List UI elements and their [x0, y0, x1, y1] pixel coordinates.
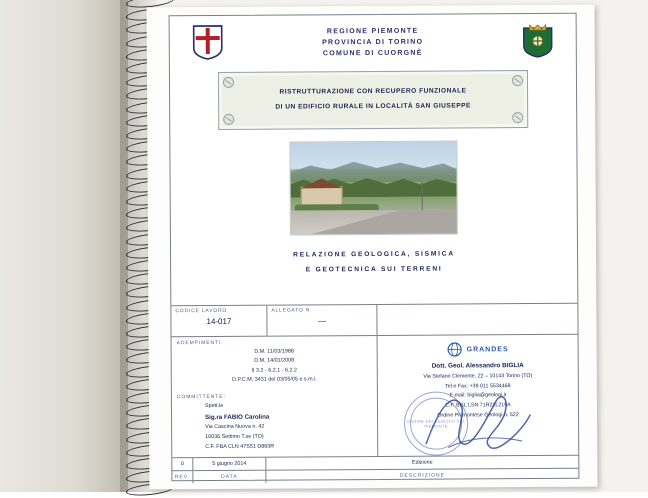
firm-logo-text: GRANDES [466, 345, 509, 353]
revision-date: 5 giugno 2014 [193, 458, 266, 470]
allegato-cell [267, 305, 377, 336]
screw-icon [512, 112, 523, 123]
committente-name: Sig.ra FABIO Carolina [205, 413, 270, 421]
header-line-3: COMUNE DI CUORGNÈ [322, 49, 423, 57]
codice-lavoro-cell [171, 306, 267, 337]
binder-gutter [0, 0, 128, 492]
committente-line: C.F. FBA CLN 47S51 D863R [205, 443, 275, 450]
report-subtitle-line-1: RELAZIONE GEOLOGICA, SISMICA [293, 250, 455, 259]
title-plate-text [240, 84, 506, 115]
cover-photograph [289, 140, 458, 235]
code-row-blank [377, 304, 577, 335]
adempimento-item: § 3.2 - 6.2.1 - 6.2.2 [251, 367, 298, 374]
revision-number: 0 [172, 458, 193, 470]
codice-lavoro-label: CODICE LAVORO [175, 307, 228, 315]
revision-header-rev: REV. [172, 471, 193, 483]
report-subtitle-line-2: E GEOTECNICA SUI TERRENI [305, 265, 443, 274]
drawing-frame [169, 13, 580, 481]
committente-label: COMMITTENTE: [176, 393, 226, 401]
globe-icon [447, 341, 463, 357]
professional-pane [378, 335, 579, 456]
geologist-cf: C.F. BGL LSN 71R21L219A [445, 402, 511, 409]
screw-icon [223, 114, 234, 125]
header-titles [170, 26, 576, 61]
professional-stamp [404, 391, 468, 455]
adempimenti-list [199, 347, 349, 386]
header-line-1: REGIONE PIEMONTE [326, 27, 419, 36]
stamp-text: ORDINE DEI GEOLOGI DEL PIEMONTE [406, 418, 466, 429]
revision-header-row [172, 469, 578, 483]
adempimento-item: D.M. 11/03/1988 [254, 348, 294, 355]
allegato-label: ALLEGATO N. [271, 307, 313, 314]
geologist-address: Via Stefano Clemente, 22 – 10143 Torino (TO) [423, 372, 533, 380]
adempimenti-label: ADEMPIMENTI: [176, 339, 224, 347]
mountain-backdrop [290, 155, 456, 182]
firm-logo [378, 341, 578, 358]
header-line-2: PROVINCIA DI TORINO [322, 38, 424, 47]
road [291, 209, 457, 234]
committente-line: Via Cascina Nuova n. 42 [205, 423, 265, 431]
allegato-value: — [317, 316, 326, 326]
geologist-name: Dott. Geol. Alessandro BIGLIA [431, 362, 524, 370]
geologist-albo: Ordine Piemontese Geologi n. 522 [437, 412, 519, 419]
title-block-middle [172, 335, 579, 458]
screw-icon [223, 77, 234, 88]
committente-line: 10036 Settimo T.se (TO) [205, 433, 264, 441]
revision-header-descrizione: DESCRIZIONE [399, 472, 445, 479]
adempimento-item: D.M. 14/01/2008 [254, 357, 295, 365]
revision-header-data: DATA [193, 471, 266, 483]
adempimento-item: O.P.C.M. 3431 del 03/05/05 e s.m.i. [231, 376, 317, 384]
revision-description: Edizione [411, 459, 433, 466]
codice-lavoro-value: 14-017 [206, 316, 232, 327]
geologist-email: E-mail: biglia@geologi.it [449, 392, 507, 399]
title-block [171, 303, 578, 480]
title-plate [218, 70, 528, 130]
document-header [170, 14, 576, 68]
project-title-line-1: RISTRUTTURAZIONE CON RECUPERO FUNZIONALE [279, 87, 467, 96]
screw-icon [512, 75, 523, 86]
project-title-line-2: DI UN EDIFICIO RURALE IN LOCALITÀ SAN GIUSEPPE [275, 101, 471, 111]
committente-line: Spett.le [204, 402, 224, 409]
geologist-phone: Tel e Fax: +39 011 5534468 [445, 382, 511, 390]
committente-body [205, 401, 372, 453]
adempimenti-committente-pane [172, 336, 379, 457]
code-row [171, 304, 577, 337]
committente-section [177, 393, 372, 453]
